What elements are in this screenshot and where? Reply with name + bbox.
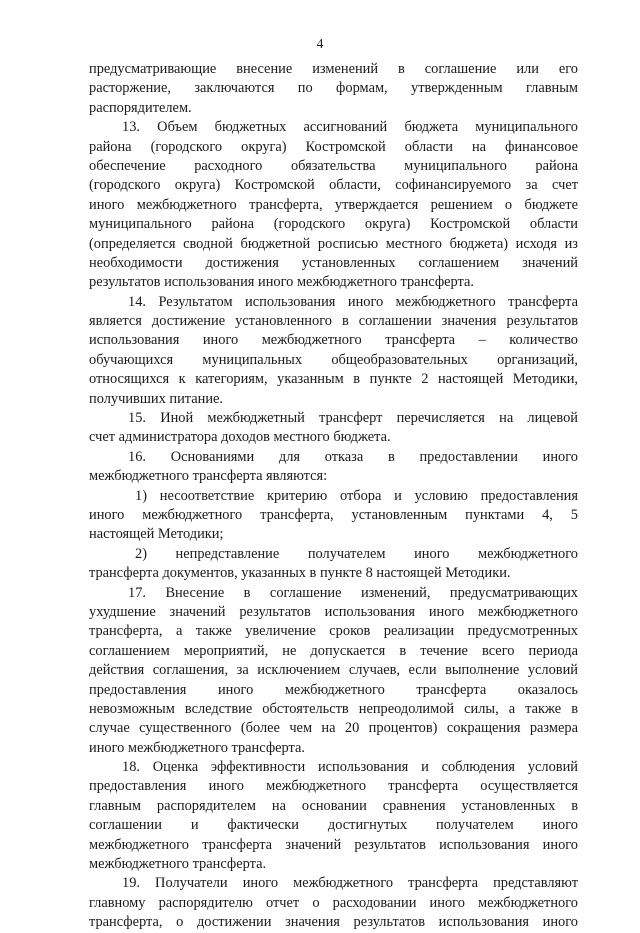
text-line: муниципального района (городского округа) Костромской области	[89, 216, 578, 233]
text-line: результатов использования иного межбюджетного трансферта.	[89, 274, 474, 291]
text-line: иного межбюджетного трансферта.	[89, 739, 305, 756]
text-line: (городского округа) Костромской области, софинансируемого за счет	[89, 177, 578, 194]
text-line: распорядителем.	[89, 99, 192, 116]
text-line: 17. Внесение в соглашение изменений, предусматривающих	[128, 584, 578, 601]
text-line: трансферта документов, указанных в пункте 8 настоящей Методики.	[89, 565, 511, 582]
text-line: невозможным вследствие обстоятельств непреодолимой силы, а также в	[89, 700, 578, 717]
text-line: случае существенного (более чем на 20 процентов) сокращения размера	[89, 720, 578, 737]
text-line: района (городского округа) Костромской области на финансовое	[89, 138, 578, 155]
text-line: получивших питание.	[89, 390, 224, 407]
text-line: 19. Получатели иного межбюджетного трансферта представляют	[122, 875, 578, 892]
text-line: межбюджетного трансферта значений результатов использования иного	[89, 836, 578, 853]
text-line: иного межбюджетного трансферта, утверждается решением о бюджете	[89, 196, 578, 213]
text-line: предоставления иного межбюджетного трансферта оказалось	[89, 681, 578, 698]
text-line: соглашением мероприятий, не допускается в течение всего периода	[89, 642, 578, 659]
text-line: трансферта, а также увеличение сроков реализации предусмотренных	[89, 623, 578, 640]
text-line: межбюджетного трансферта.	[89, 856, 267, 873]
text-line: обучающихся муниципальных общеобразовательных организаций,	[89, 351, 578, 368]
text-line: 15. Иной межбюджетный трансферт перечисляется на лицевой	[128, 410, 578, 427]
page-number: 4	[316, 36, 324, 51]
text-line: обеспечение расходного обязательства муниципального района	[89, 157, 578, 174]
text-line: главному распорядителю отчет о расходовании иного межбюджетного	[89, 894, 578, 911]
document-body	[89, 60, 578, 933]
text-line: действия соглашения, за исключением случаев, если выполнение условий	[89, 662, 578, 679]
text-line: расторжение, заключаются по формам, утвержденным главным	[89, 80, 578, 97]
text-line: использования иного межбюджетного трансферта – количество	[89, 332, 578, 349]
text-line: 18. Оценка эффективности использования и соблюдения условий	[122, 759, 578, 776]
text-line: счет администратора доходов местного бюджета.	[89, 429, 391, 446]
text-line: предоставления иного межбюджетного трансферта осуществляется	[89, 778, 578, 795]
text-line: 14. Результатом использования иного межбюджетного трансферта	[128, 293, 578, 310]
text-line: 1) несоответствие критерию отбора и условию предоставления	[135, 487, 578, 504]
text-line: необходимости достижения установленных соглашением значений	[89, 254, 578, 271]
text-line: 2) непредставление получателем иного межбюджетного	[135, 545, 578, 562]
text-line: 16. Основаниями для отказа в предоставлении иного	[128, 448, 578, 465]
text-line: трансферта, о достижении значения результатов использования иного	[89, 914, 578, 931]
text-line: предусматривающие внесение изменений в соглашение или его	[89, 61, 578, 77]
text-line: (определяется сводной бюджетной росписью местного бюджета) исходя из	[89, 235, 578, 252]
text-line: межбюджетного трансферта являются:	[89, 468, 328, 485]
text-line: соглашении и фактически достигнутых получателем иного	[89, 817, 578, 834]
text-line: относящихся к категориям, указанным в пункте 2 настоящей Методики,	[89, 371, 578, 388]
text-line: иного межбюджетного трансферта, установленным пунктами 4, 5	[89, 506, 578, 523]
text-line: ухудшение значений результатов использования иного межбюджетного	[89, 603, 578, 620]
text-line: настоящей Методики;	[89, 526, 224, 543]
text-line: 13. Объем бюджетных ассигнований бюджета муниципального	[122, 119, 578, 136]
text-line: главным распорядителем на основании сравнения установленных в	[89, 797, 578, 814]
text-line: является достижение установленного в соглашении значения результатов	[89, 313, 578, 330]
